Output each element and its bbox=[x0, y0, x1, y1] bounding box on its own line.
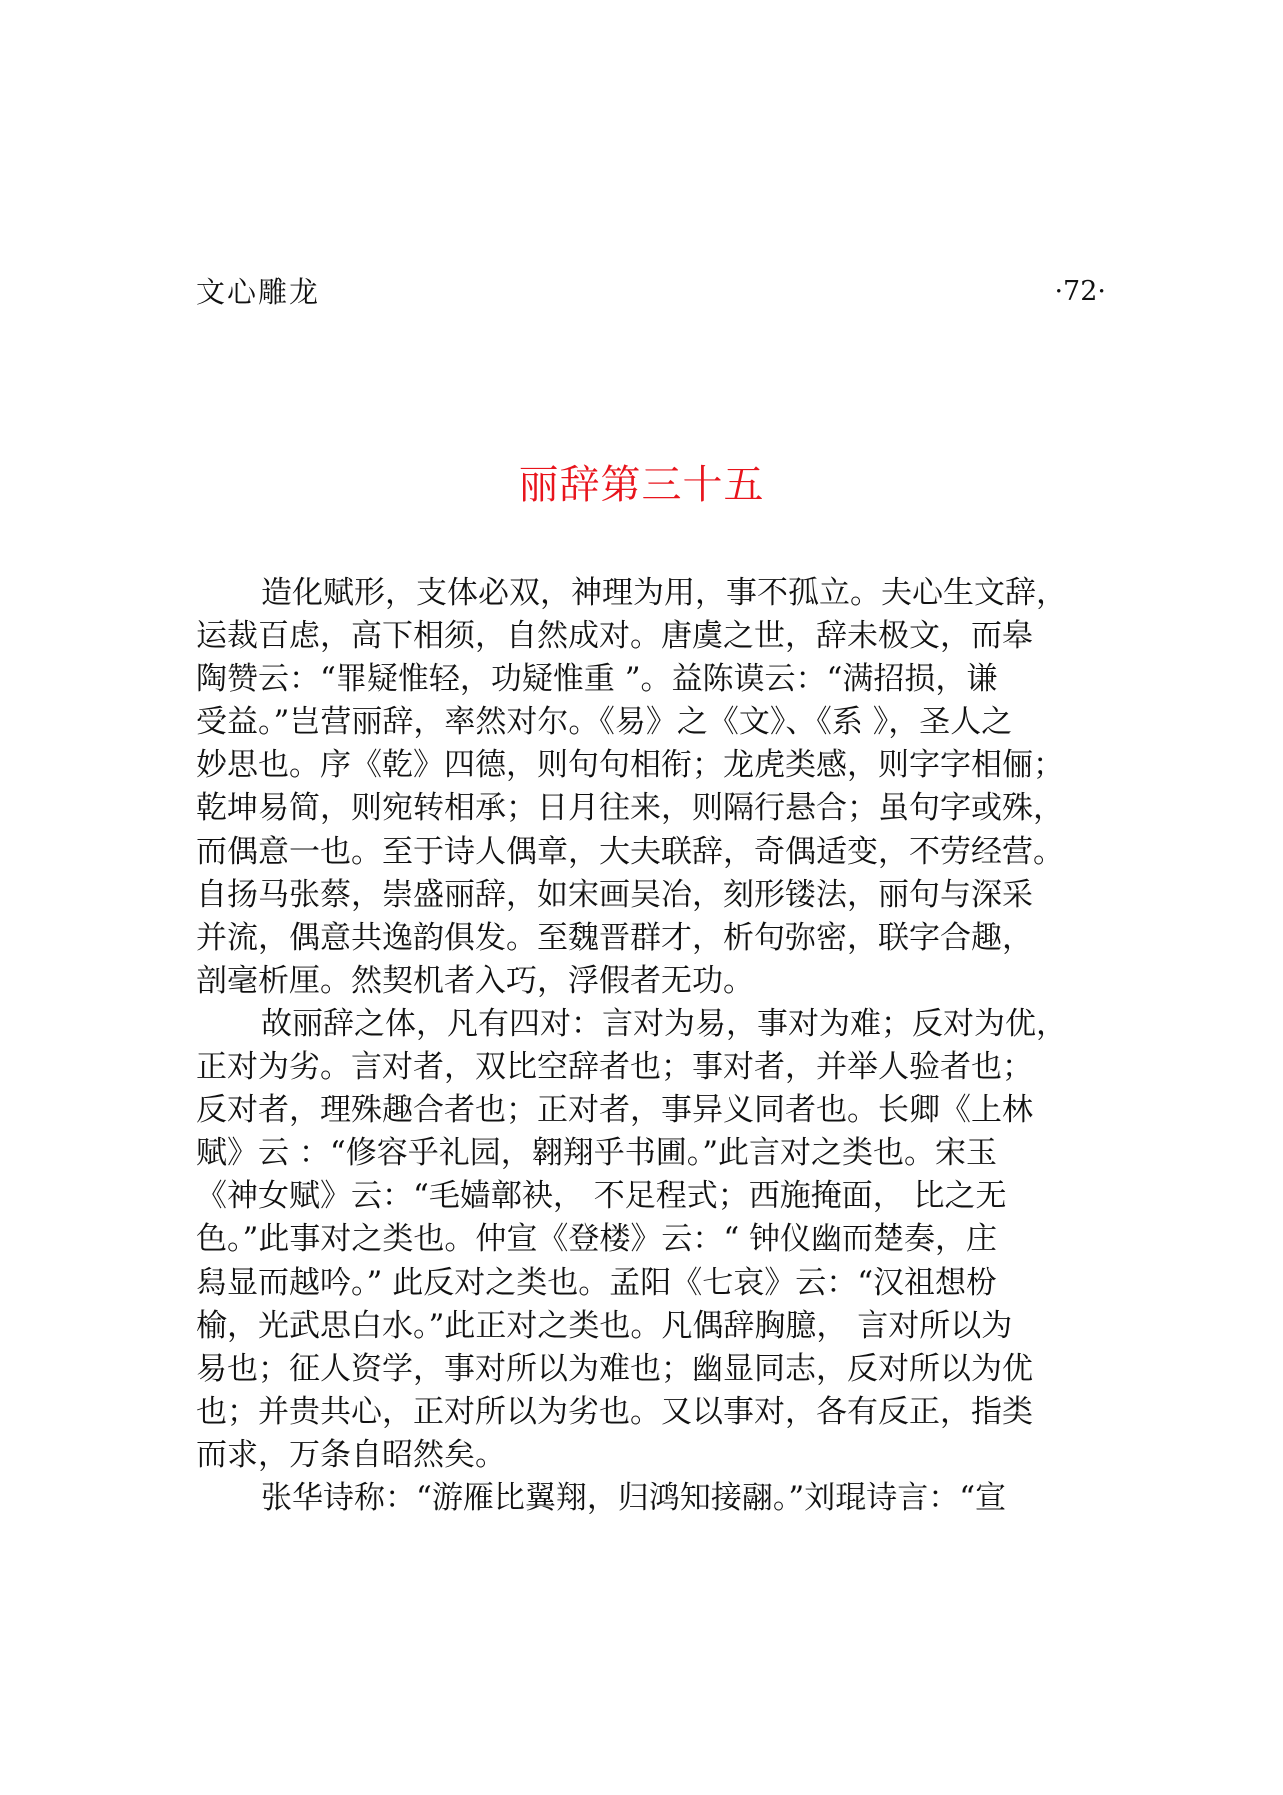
chapter-title: 丽辞第三十五 bbox=[518, 462, 765, 508]
paragraph-1-line-6: 乾坤易简，则宛转相承；日月往来，则隔行悬合；虽句字或殊， bbox=[196, 790, 1064, 827]
paragraph-1-line-3: 陶赞云：“罪疑惟轻，功疑惟重 ”。益陈谟云：“满招损，谦 bbox=[196, 661, 998, 698]
paragraph-1-line-4: 受益。”岂营丽辞，率然对尔。《易》之《文》、《系 》，圣人之 bbox=[196, 704, 1013, 741]
body-text bbox=[196, 572, 1106, 1520]
paragraph-2-line-11: 而求，万条自昭然矣。 bbox=[196, 1436, 506, 1473]
running-header bbox=[196, 270, 1106, 314]
paragraph-2-line-6: 色。”此事对之类也。仲宣《登楼》云：“ 钟仪幽而楚奏，庄 bbox=[196, 1221, 998, 1258]
page-number: ·72· bbox=[1054, 276, 1106, 307]
paragraph-1-line-2: 运裁百虑，高下相须，自然成对。唐虞之世，辞未极文，而皋 bbox=[196, 618, 1033, 655]
paragraph-1-line-1: 造化赋形，支体必双，神理为用，事不孤立。夫心生文辞， bbox=[261, 575, 1067, 611]
paragraph-2-line-5: 《神女赋》云：“毛嫱鄣袂， 不足程式；西施掩面， 比之无 bbox=[196, 1178, 1007, 1215]
paragraph-1-line-5: 妙思也。序《乾》四德，则句句相衔；龙虎类感，则字字相俪； bbox=[196, 747, 1064, 784]
paragraph-2-line-8: 榆，光武思白水。”此正对之类也。凡偶辞胸臆， 言对所以为 bbox=[196, 1307, 1013, 1344]
paragraph-2-line-9: 易也；征人资学，事对所以为难也；幽显同志，反对所以为优 bbox=[196, 1350, 1033, 1387]
paragraph-1-line-10: 剖毫析厘。然契机者入巧，浮假者无功。 bbox=[196, 962, 754, 999]
paragraph-1-line-9: 并流，偶意共逸韵俱发。至魏晋群才，析句弥密，联字合趣， bbox=[196, 919, 1033, 956]
paragraph-1-line-8: 自扬马张蔡，崇盛丽辞，如宋画吴冶，刻形镂法，丽句与深采 bbox=[196, 876, 1033, 913]
paragraph-2-line-1: 故丽辞之体，凡有四对：言对为易，事对为难；反对为优， bbox=[261, 1005, 1067, 1042]
paragraph-2-line-7: 舄显而越吟。” 此反对之类也。孟阳《七哀》云：“汉祖想枌 bbox=[196, 1264, 998, 1301]
paragraph-1-line-7: 而偶意一也。至于诗人偶章，大夫联辞，奇偶适变，不劳经营。 bbox=[196, 833, 1064, 870]
paragraph-2-line-2: 正对为劣。言对者，双比空辞者也；事对者，并举人验者也； bbox=[196, 1049, 1033, 1086]
paragraph-2-line-4: 赋》云 ：“修容乎礼园，翱翔乎书圃。”此言对之类也。宋玉 bbox=[196, 1135, 998, 1172]
paragraph-2-line-3: 反对者，理殊趣合者也；正对者，事异义同者也。长卿《上林 bbox=[196, 1092, 1033, 1129]
book-title: 文心雕龙 bbox=[196, 275, 321, 309]
paragraph-2-line-10: 也；并贵共心，正对所以为劣也。又以事对，各有反正，指类 bbox=[196, 1393, 1033, 1430]
paragraph-3-line-1: 张华诗称：“游雁比翼翔，归鸿知接翮。”刘琨诗言：“宣 bbox=[261, 1479, 1007, 1516]
